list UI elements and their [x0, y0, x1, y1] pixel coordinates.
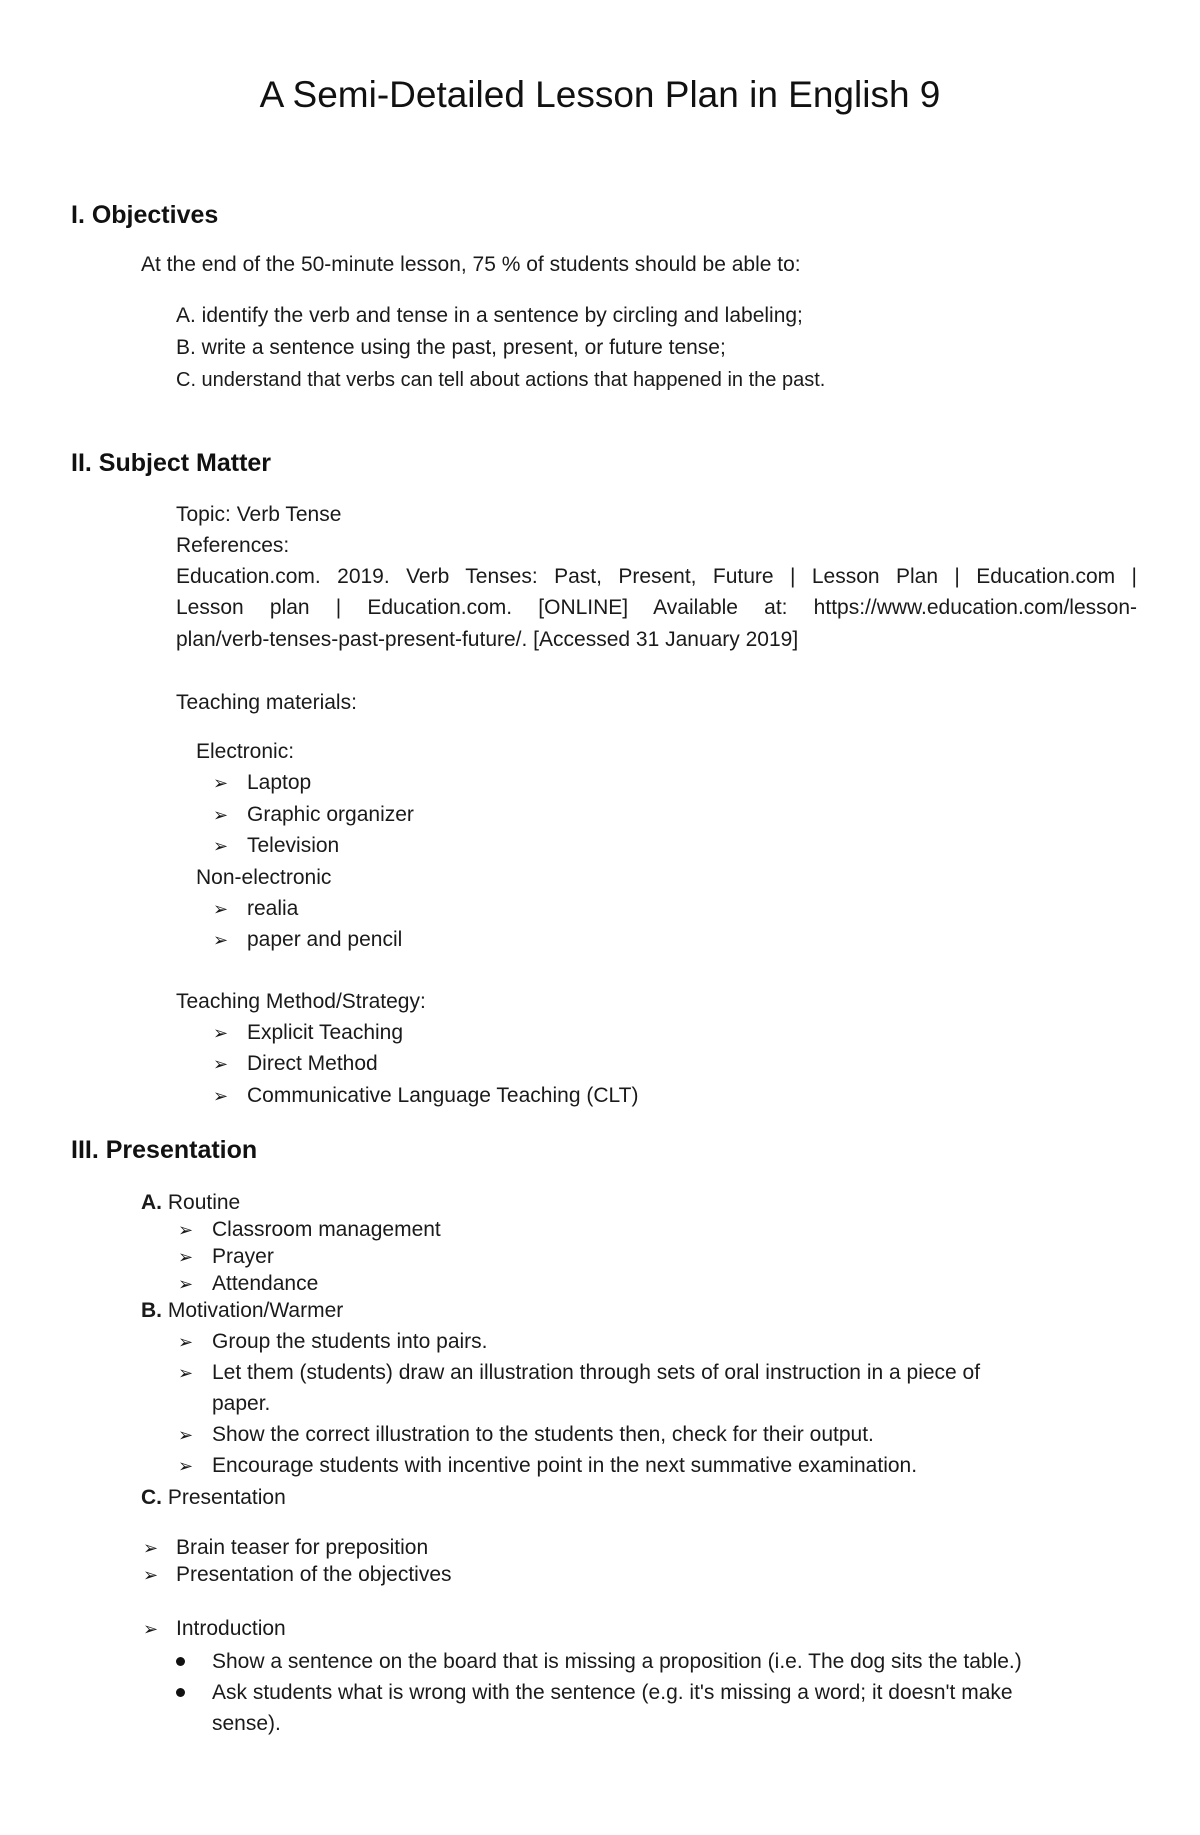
objective-item-b: B. write a sentence using the past, present, or future tense;: [176, 336, 726, 359]
arrow-bullet-icon: ➢: [178, 1247, 194, 1267]
arrow-bullet-icon: ➢: [213, 899, 229, 919]
presentation-letter: C.: [141, 1486, 162, 1509]
routine-text: Routine: [167, 1191, 241, 1214]
introduction-label: Introduction: [176, 1617, 286, 1640]
routine-item: Prayer: [212, 1245, 274, 1268]
arrow-bullet-icon: ➢: [143, 1565, 159, 1585]
motivation-item: Let them (students) draw an illustration through sets of oral instruction in a piece of: [212, 1361, 981, 1384]
teaching-method-label: Teaching Method/Strategy:: [176, 990, 426, 1013]
arrow-bullet-icon: ➢: [143, 1538, 159, 1558]
document-title: A Semi-Detailed Lesson Plan in English 9: [259, 74, 941, 115]
presentation-sub-label: [141, 1484, 286, 1512]
electronic-item: Laptop: [247, 771, 312, 794]
motivation-letter: B.: [141, 1299, 162, 1322]
arrow-bullet-icon: ➢: [178, 1332, 194, 1352]
arrow-bullet-icon: ➢: [213, 1086, 229, 1106]
non-electronic-item: paper and pencil: [247, 928, 403, 951]
arrow-bullet-icon: ➢: [213, 836, 229, 856]
topic-line: Topic: Verb Tense: [176, 503, 342, 526]
motivation-item: Group the students into pairs.: [212, 1330, 488, 1353]
reference-line-3: plan/verb-tenses-past-present-future/. [Accessed 31 January 2019]: [176, 628, 799, 651]
routine-item: Classroom management: [212, 1218, 441, 1241]
introduction-item: Show a sentence on the board that is missing a proposition (i.e. The dog sits the table.): [212, 1650, 1022, 1673]
teaching-materials-label: Teaching materials:: [176, 691, 357, 714]
routine-item: Attendance: [212, 1272, 319, 1295]
electronic-item: Television: [247, 834, 340, 857]
presentation-item: Presentation of the objectives: [176, 1563, 452, 1586]
routine-letter: A.: [141, 1191, 162, 1214]
non-electronic-item: realia: [247, 897, 299, 920]
method-item: Explicit Teaching: [247, 1021, 404, 1044]
round-bullet-icon: [176, 1657, 185, 1666]
presentation-heading: III. Presentation: [71, 1136, 258, 1164]
round-bullet-icon: [176, 1688, 185, 1697]
arrow-bullet-icon: ➢: [213, 1054, 229, 1074]
arrow-bullet-icon: ➢: [213, 930, 229, 950]
arrow-bullet-icon: ➢: [178, 1220, 194, 1240]
motivation-text: Motivation/Warmer: [167, 1299, 344, 1322]
arrow-bullet-icon: ➢: [178, 1456, 194, 1476]
objective-item-c: C. understand that verbs can tell about actions that happened in the past.: [176, 369, 826, 391]
arrow-bullet-icon: ➢: [213, 773, 229, 793]
motivation-item-continued: paper.: [212, 1392, 271, 1415]
arrow-bullet-icon: ➢: [213, 805, 229, 825]
routine-label: [141, 1189, 240, 1217]
motivation-label: [141, 1297, 343, 1325]
references-label: References:: [176, 534, 290, 557]
non-electronic-label: Non-electronic: [196, 866, 332, 889]
reference-line-2: Lesson plan | Education.com. [ONLINE] Available at: https://www.education.com/lesson-: [176, 596, 1137, 619]
arrow-bullet-icon: ➢: [178, 1363, 194, 1383]
method-item: Direct Method: [247, 1052, 378, 1075]
presentation-sub-text: Presentation: [167, 1486, 286, 1509]
motivation-item: Show the correct illustration to the students then, check for their output.: [212, 1423, 874, 1446]
arrow-bullet-icon: ➢: [178, 1274, 194, 1294]
arrow-bullet-icon: ➢: [143, 1619, 159, 1639]
electronic-item: Graphic organizer: [247, 803, 414, 826]
arrow-bullet-icon: ➢: [178, 1425, 194, 1445]
arrow-bullet-icon: ➢: [213, 1023, 229, 1043]
introduction-item-continued: sense).: [212, 1712, 281, 1735]
subject-matter-heading: II. Subject Matter: [71, 449, 272, 477]
presentation-item: Brain teaser for preposition: [176, 1536, 429, 1559]
introduction-item: Ask students what is wrong with the sentence (e.g. it's missing a word; it doesn't make: [212, 1681, 1013, 1704]
motivation-item: Encourage students with incentive point in the next summative examination.: [212, 1454, 918, 1477]
objective-item-a: A. identify the verb and tense in a sentence by circling and labeling;: [176, 304, 803, 327]
objectives-intro: At the end of the 50-minute lesson, 75 % of students should be able to:: [141, 253, 801, 276]
electronic-label: Electronic:: [196, 740, 295, 763]
method-item: Communicative Language Teaching (CLT): [247, 1084, 639, 1107]
reference-line-1: Education.com. 2019. Verb Tenses: Past, Present, Future | Lesson Plan | Education.com |: [176, 565, 1137, 588]
objectives-heading: I. Objectives: [71, 201, 219, 229]
